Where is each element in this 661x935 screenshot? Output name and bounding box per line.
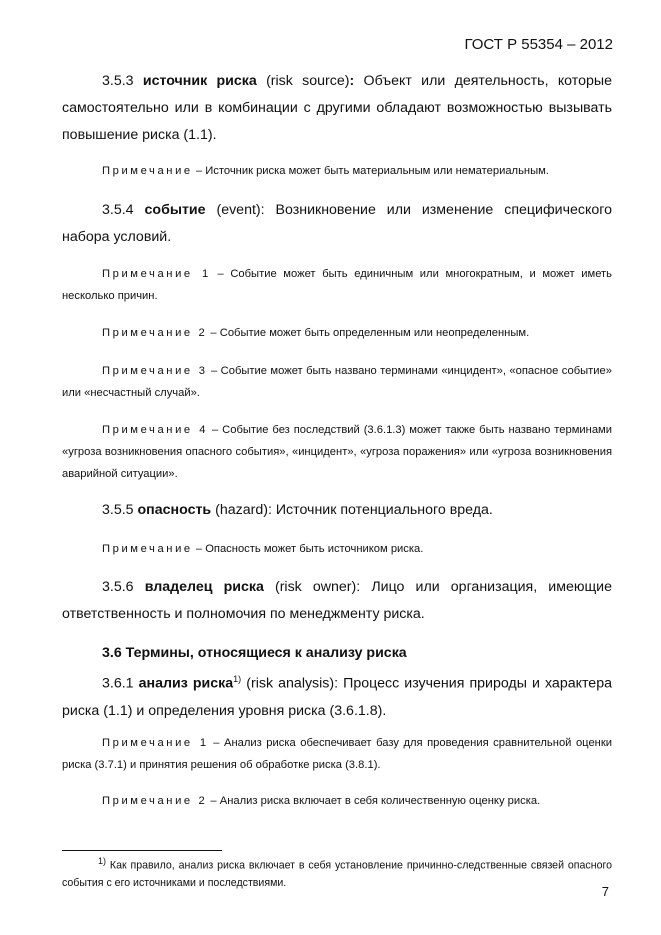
note-label: Примечание: [102, 543, 193, 555]
document-code: ГОСТ Р 55354 – 2012: [464, 36, 613, 53]
term-name: событие: [144, 202, 206, 218]
note-text: – Источник риска может быть материальным или нематериальным.: [195, 165, 549, 177]
term-definition: Источник потенциального вреда.: [275, 502, 493, 518]
note-3-5-4-3: [62, 360, 612, 404]
note-text: – Событие может быть определенным или неопределенным.: [210, 327, 530, 339]
term-definition: Объект или деятельность, которые самостоятельно или в комбинации с другими обладают возможностью вызывать повышение риска (1.1).: [62, 73, 612, 143]
term-3-6-1: [62, 666, 612, 725]
note-text: – Событие может быть названо терминами «инцидент», «опасное событие» или «несчастный случай».: [62, 365, 613, 399]
note-text: – Анализ риска обеспечивает базу для проведения сравнительной оценки риска (3.7.1) и принятия решения об обработке риска (3.8.1).: [62, 737, 612, 771]
note-text: – Событие может быть единичным или многократным, и может иметь несколько причин.: [62, 268, 612, 302]
term-number: 3.5.4: [102, 202, 134, 218]
note-3-5-4-4: [62, 419, 612, 485]
note-text: – Анализ риска включает в себя количественную оценку риска.: [210, 795, 541, 807]
note-label: Примечание 2: [102, 327, 208, 339]
note-3-6-1-2: [62, 790, 612, 812]
term-english: (risk owner):: [274, 579, 361, 595]
note-label: Примечание 1: [102, 737, 209, 749]
note-3-6-1-1: [62, 732, 612, 776]
note-3-5-5: [62, 538, 612, 560]
footnote-text: Как правило, анализ риска включает в себя установление причинно-следственные связей опасного события с его источниками и последствиями.: [62, 859, 612, 889]
note-label: Примечание 4: [102, 424, 209, 436]
term-definition: Лицо или организация, имеющие ответственность и полномочия по менеджменту риска.: [62, 579, 612, 622]
term-3-5-4: [62, 197, 612, 251]
term-name: источник риска: [142, 73, 257, 89]
term-number: 3.5.6: [102, 579, 134, 595]
term-number: 3.5.3: [102, 73, 134, 89]
term-definition: Возникновение или изменение специфического набора условий.: [62, 202, 612, 245]
term-3-5-6: [62, 574, 612, 628]
term-number: 3.5.5: [102, 502, 134, 518]
page-number: 7: [601, 884, 609, 899]
note-label: Примечание 2: [102, 795, 208, 807]
term-definition: Процесс изучения природы и характера риска (1.1) и определения уровня риска (3.6.1.8).: [62, 675, 612, 719]
term-english: (event):: [216, 202, 265, 218]
term-colon: :: [349, 73, 355, 89]
note-3-5-3: [62, 160, 612, 182]
footnote-separator: [62, 850, 222, 851]
note-label: Примечание: [102, 165, 193, 177]
note-3-5-4-1: [62, 263, 612, 307]
term-english: (hazard):: [215, 502, 272, 518]
section-heading: 3.6 Термины, относящиеся к анализу риска: [102, 645, 407, 661]
note-3-5-4-2: [62, 322, 612, 344]
term-3-5-5: [62, 497, 612, 524]
footnote: [62, 853, 612, 892]
term-name: владелец риска: [144, 579, 264, 595]
term-name: анализ риска: [138, 675, 234, 692]
term-english: (risk source): [266, 73, 350, 89]
note-text: – Опасность может быть источником риска.: [195, 543, 424, 555]
footnote-ref: 1): [233, 674, 242, 684]
note-label: Примечание 1: [102, 268, 211, 280]
term-english: (risk analysis):: [246, 675, 339, 692]
term-number: 3.6.1: [102, 675, 134, 692]
footnote-mark: 1): [98, 856, 107, 866]
term-3-5-3: [62, 68, 612, 149]
note-text: – Событие без последствий (3.6.1.3) может также быть названо терминами «угроза возникновения опасного события», «инцидент», «угроза поражения» или «угроза возникновения аварийной ситуации».: [62, 424, 612, 480]
note-label: Примечание 3: [102, 365, 208, 377]
term-name: опасность: [137, 502, 212, 518]
